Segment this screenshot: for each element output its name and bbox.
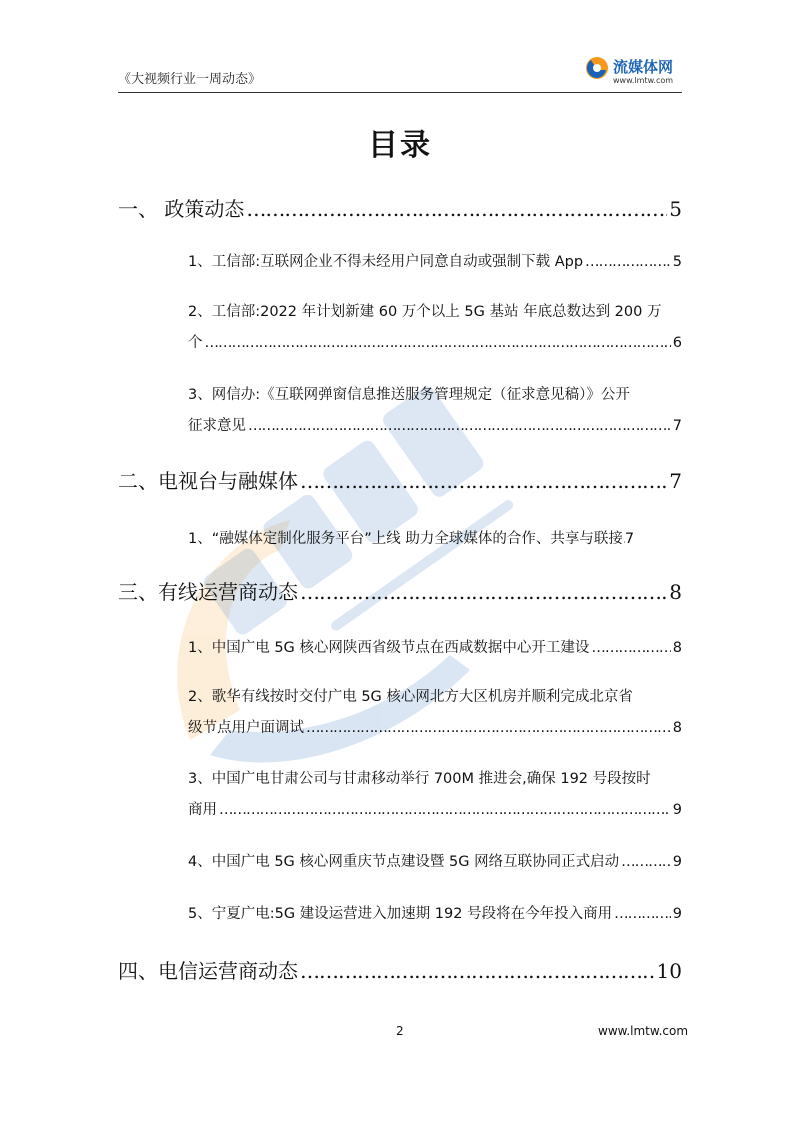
- item-label-continued: 个: [188, 335, 203, 351]
- item-page: 9: [672, 802, 682, 818]
- section-page: 10: [656, 959, 682, 983]
- toc-section-3[interactable]: [118, 576, 682, 605]
- item-page: 8: [672, 720, 682, 736]
- item-page: 7: [672, 418, 682, 434]
- item-label: 1、中国广电 5G 核心网陕西省级节点在西咸数据中心开工建设: [188, 640, 590, 656]
- section-label: 一、 政策动态: [118, 197, 245, 221]
- item-label-continued: 商用: [188, 802, 217, 818]
- section-page: 7: [669, 469, 682, 493]
- item-page: 5: [672, 254, 682, 270]
- leader-dots: [248, 418, 671, 434]
- leader-dots: [591, 640, 670, 656]
- section-label: 三、有线运营商动态: [118, 580, 298, 604]
- leader-dots: [621, 854, 671, 870]
- toc-item-2-1[interactable]: [188, 527, 682, 548]
- logo-name: 流媒体网: [613, 58, 674, 76]
- item-label: 2、工信部:2022 年计划新建 60 万个以上 5G 基站 年底总数达到 200 万: [188, 304, 662, 320]
- section-label: 二、电视台与融媒体: [118, 469, 298, 493]
- item-label: 5、宁夏广电:5G 建设运营进入加速期 192 号段将在今年投入商用: [188, 906, 613, 922]
- item-label: 4、中国广电 5G 核心网重庆节点建设暨 5G 网络互联协同正式启动: [188, 854, 620, 870]
- lmtw-logo-icon: [585, 56, 609, 80]
- header-doc-title: 《大视频行业一周动态》: [118, 72, 262, 87]
- toc-item-1-2[interactable]: [188, 300, 682, 352]
- leader-dots: [585, 254, 671, 270]
- toc-item-3-1[interactable]: [188, 636, 682, 657]
- section-label: 四、电信运营商动态: [118, 959, 298, 983]
- toc-item-1-3[interactable]: [188, 383, 682, 435]
- footer-page-number: 2: [396, 1024, 404, 1038]
- leader-dots: [614, 906, 671, 922]
- item-label-continued: 级节点用户面调试: [188, 720, 304, 736]
- toc-item-1-1[interactable]: [188, 250, 682, 271]
- item-page: 9: [672, 906, 682, 922]
- toc-item-3-4[interactable]: [188, 850, 682, 871]
- toc-item-3-2[interactable]: [188, 685, 682, 737]
- footer-url: www.lmtw.com: [598, 1024, 689, 1038]
- item-label-continued: 征求意见: [188, 418, 246, 434]
- logo: [585, 56, 685, 88]
- item-label: 1、“融媒体定制化服务平台”上线 助力全球媒体的合作、共享与联接: [188, 531, 623, 547]
- item-label: 1、工信部:互联网企业不得未经用户同意自动或强制下载 App: [188, 254, 584, 270]
- toc-section-4[interactable]: [118, 955, 682, 984]
- section-page: 8: [669, 580, 682, 604]
- toc-section-2[interactable]: [118, 465, 682, 494]
- item-page: 6: [672, 335, 682, 351]
- item-page: 9: [672, 854, 682, 870]
- toc-section-1[interactable]: [118, 193, 682, 222]
- item-page: 7: [624, 531, 635, 547]
- header-divider: [118, 92, 682, 93]
- leader-dots: [300, 959, 655, 983]
- item-page: 8: [672, 640, 682, 656]
- toc-title: 目录: [368, 128, 432, 163]
- section-page: 5: [669, 197, 682, 221]
- leader-dots: [300, 580, 667, 604]
- item-label: 3、中国广电甘肃公司与甘肃移动举行 700M 推进会,确保 192 号段按时: [188, 771, 651, 787]
- leader-dots: [300, 469, 667, 493]
- leader-dots: [205, 335, 671, 351]
- leader-dots: [219, 802, 671, 818]
- logo-url: www.lmtw.com: [613, 76, 674, 85]
- leader-dots: [246, 197, 667, 221]
- toc-item-3-5[interactable]: [188, 902, 682, 923]
- item-label: 3、网信办:《互联网弹窗信息推送服务管理规定（征求意见稿）》公开: [188, 387, 630, 403]
- toc-item-3-3[interactable]: [188, 767, 682, 819]
- item-label: 2、歌华有线按时交付广电 5G 核心网北方大区机房并顺利完成北京省: [188, 689, 633, 705]
- leader-dots: [306, 720, 671, 736]
